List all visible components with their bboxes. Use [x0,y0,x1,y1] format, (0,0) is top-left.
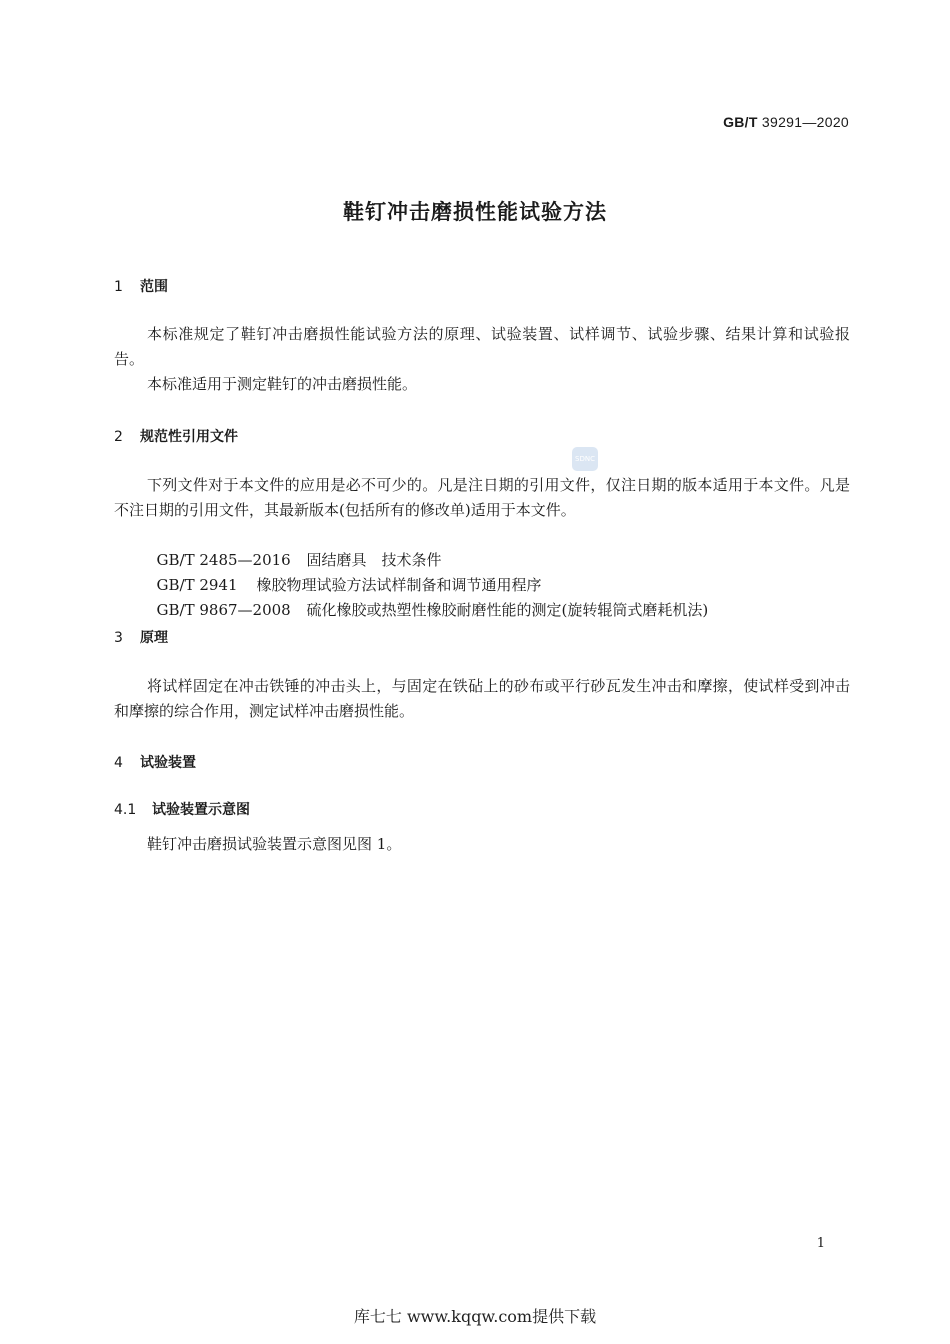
standard-number: 39291—2020 [761,114,849,130]
section-1-paragraph-2: 本标准适用于测定鞋钉的冲击磨损性能。 [147,375,418,393]
section-title: 规范性引用文件 [140,429,238,445]
section-2-heading [114,426,238,446]
document-title: 鞋钉冲击磨损性能试验方法 [343,200,607,224]
reference-item [147,573,708,623]
standard-prefix: GB/T [723,114,758,130]
subsection-number: 4.1 [114,802,137,818]
watermark-logo: SDNC [572,447,598,471]
reference-code: GB/T 2485—2016 [156,551,291,569]
section-number: 1 [114,279,123,295]
standard-code [723,114,849,130]
section-1-heading [114,276,168,296]
reference-name: 硫化橡胶或热塑性橡胶耐磨性能的测定(旋转辊筒式磨耗机法) [306,601,709,619]
section-number: 3 [114,630,123,646]
subsection-4-1-heading [114,799,250,819]
section-number: 2 [114,429,123,445]
section-1-paragraph-1: 本标准规定了鞋钉冲击磨损性能试验方法的原理、试验装置、试样调节、试验步骤、结果计算和试验报告。 [114,325,850,368]
reference-code: GB/T 9867—2008 [156,601,291,619]
reference-name: 固结磨具 技术条件 [306,551,442,569]
reference-code: GB/T 2941 [156,576,238,594]
section-number: 4 [114,755,123,771]
section-2-paragraph-1: 下列文件对于本文件的应用是必不可少的。凡是注日期的引用文件，仅注日期的版本适用于本文件。凡是不注日期的引用文件，其最新版本(包括所有的修改单)适用于本文件。 [114,476,850,519]
section-4-heading [114,752,196,772]
section-3-paragraph-1: 将试样固定在冲击铁锤的冲击头上，与固定在铁砧上的砂布或平行砂瓦发生冲击和摩擦，使试样受到冲击和摩擦的综合作用，测定试样冲击磨损性能。 [114,677,850,720]
download-footer: 库七七 www.kqqw.com提供下载 [353,1307,597,1326]
section-title: 试验装置 [140,755,196,771]
page-number: 1 [816,1236,825,1251]
section-title: 范围 [140,279,168,295]
subsection-4-1-paragraph: 鞋钉冲击磨损试验装置示意图见图 1。 [147,835,402,853]
reference-name: 橡胶物理试验方法试样制备和调节通用程序 [256,576,542,594]
section-3-heading [114,627,168,647]
section-title: 原理 [140,630,168,646]
subsection-title: 试验装置示意图 [152,802,250,818]
